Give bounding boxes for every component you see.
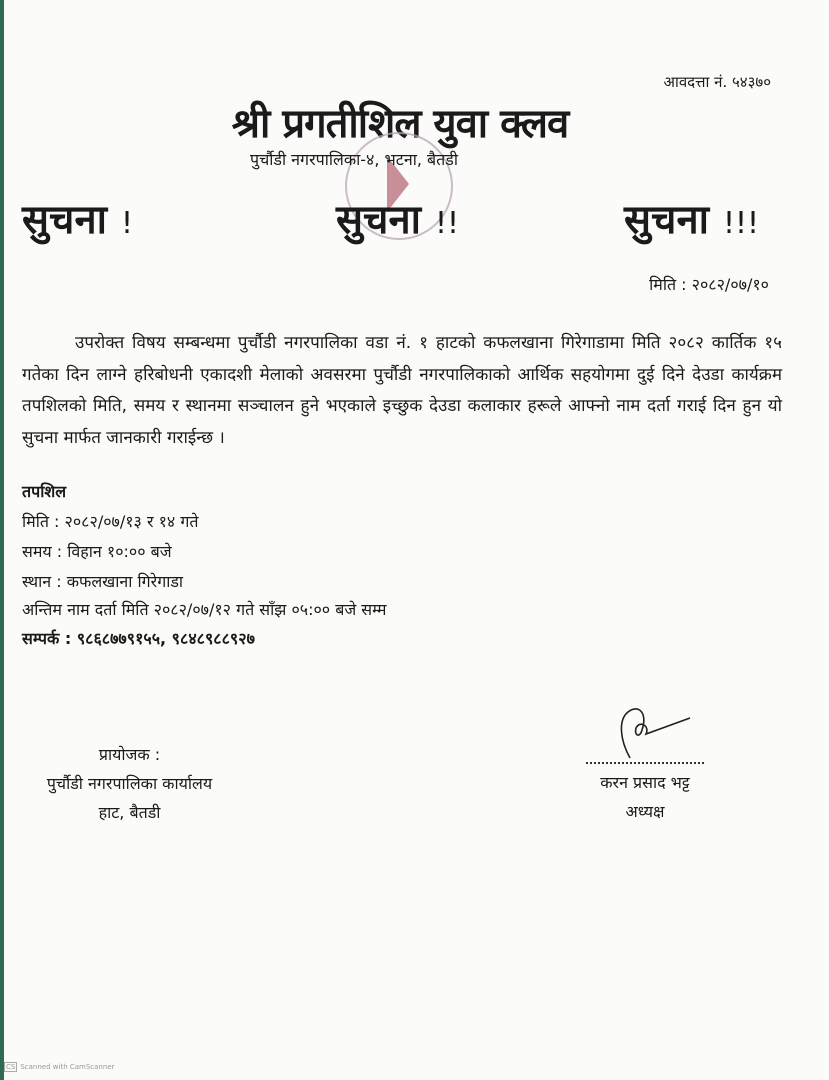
organization-title: श्री प्रगतीशिल युवा क्लव (231, 101, 569, 147)
notice-date: मिति : २०८२/०७/१० (649, 275, 769, 294)
notice-heading (624, 190, 759, 245)
sponsor-place: हाट, बैतडी (98, 803, 161, 822)
notice-word: सुचना (336, 197, 421, 243)
signatory-name: करन प्रसाद भट्ट (600, 773, 690, 792)
signature-line (586, 762, 704, 764)
scanner-text: Scanned with CamScanner (20, 1063, 115, 1071)
sponsor-name: पुर्चौडी नगरपालिका कार्यालय (46, 774, 213, 793)
notice-heading (22, 190, 133, 245)
notice-mark: !! (434, 206, 459, 241)
notice-heading (336, 190, 459, 245)
details-contact: सम्पर्क : ९८६८७७९१५५, ९८४८९८८९२७ (22, 629, 255, 648)
scan-edge (0, 0, 4, 1080)
details-time: समय : विहान १०:०० बजे (22, 542, 172, 561)
sponsor-label: प्रायोजक : (98, 745, 161, 764)
signatory-title: अध्यक्ष (625, 802, 665, 821)
body-paragraph: उपरोक्त विषय सम्बन्धमा पुर्चौडी नगरपालिका वडा नं. १ हाटको कफलखाना गिरेगाडामा मिति २०८२ कार्तिक १५ गतेका दिन लाग्ने हरिबोधनी एकादशी मेलाको अवसरमा पुर्चौडी नगरपालिकाको आर्थिक सहयोगमा दुई दिने देउडा कार्यक्रम तपशिलको मिति, समय र स्थानमा सञ्चालन हुने भएकाले इच्छुक देउडा कलाकार हरूले आफ्नो नाम दर्ता गराई दिन हुन यो सुचना मार्फत जानकारी गराईन्छ । (22, 333, 782, 448)
scanner-watermark (4, 1062, 115, 1072)
details-deadline: अन्तिम नाम दर्ता मिति २०८२/०७/१२ गते साँझ ०५:०० बजे सम्म (22, 600, 387, 619)
organization-address: पुर्चौडी नगरपालिका-४, भटना, बैतडी (250, 150, 459, 169)
signature-block (580, 700, 710, 826)
sponsor-block (22, 740, 237, 827)
notice-mark: ! (120, 206, 133, 241)
details-date: मिति : २०८२/०७/१३ र १४ गते (22, 512, 199, 531)
details-heading: तपशिल (22, 482, 67, 501)
details-venue: स्थान : कफलखाना गिरेगाडा (22, 572, 184, 591)
notice-word: सुचना (22, 197, 107, 243)
signature-icon (590, 700, 700, 762)
scanner-logo: CS (6, 1063, 16, 1071)
registration-number: आवदत्ता नं. ५४३७० (663, 73, 771, 91)
notice-word: सुचना (624, 197, 709, 243)
notice-mark: !!! (722, 206, 760, 241)
